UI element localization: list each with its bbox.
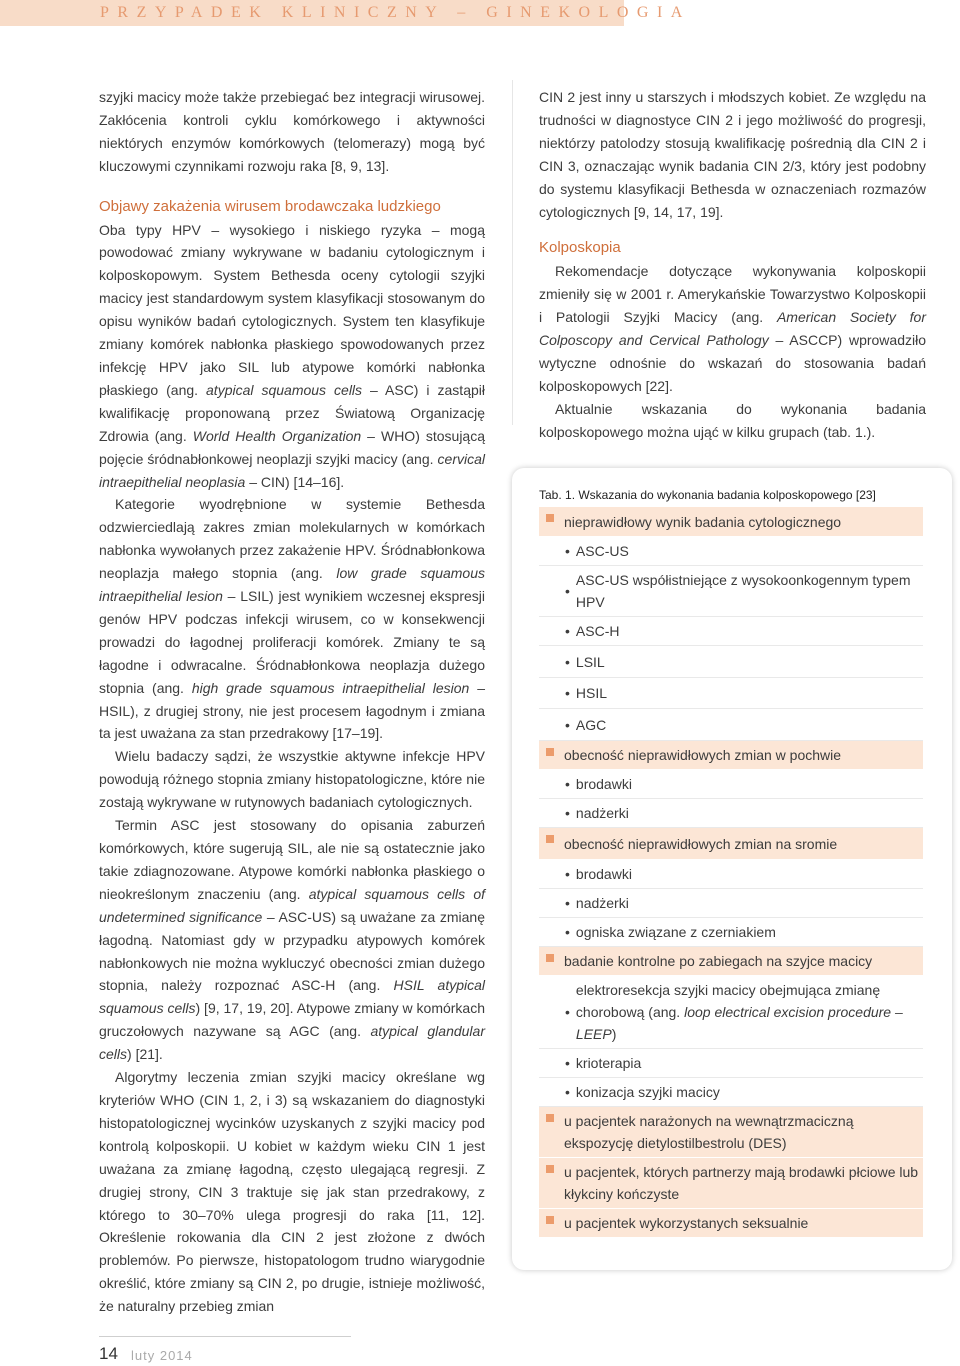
table-row-text: nadżerki bbox=[575, 805, 629, 821]
table-item-row bbox=[539, 889, 923, 918]
section-heading-hpv-symptoms: Objawy zakażenia wirusem brodawczaka ludzkiego bbox=[99, 197, 441, 215]
page-number: 14 bbox=[99, 1344, 118, 1363]
left-paragraph-1: szyjki macicy może także przebiegać bez integracji wirusowej. Zakłócenia kontroli cyklu komórkowego i aktywności niektórych enzymów komórkowych (telomerazy) mogą być kluczowymi czynnikami rozwoju raka [8, 9, 13]. bbox=[99, 89, 485, 174]
table-row-text: ASC-H bbox=[575, 623, 620, 639]
table-row-text: ogniska związane z czerniakiem bbox=[575, 924, 776, 940]
table-category-row bbox=[539, 1209, 923, 1238]
square-bullet-icon bbox=[546, 954, 554, 962]
bullet-dot-icon: • bbox=[565, 895, 570, 911]
table-row-text: u pacjentek wykorzystanych seksualnie bbox=[564, 1215, 809, 1231]
section-header-title: PRZYPADEK KLINICZNY – GINEKOLOGIA bbox=[100, 4, 691, 21]
table-row-text: brodawki bbox=[575, 776, 632, 792]
section-heading-colposcopy: Kolposkopia bbox=[539, 239, 621, 257]
bullet-dot-icon: • bbox=[565, 776, 570, 792]
table-item-row bbox=[539, 976, 923, 1049]
table-item-row bbox=[539, 617, 923, 646]
square-bullet-icon bbox=[546, 748, 554, 756]
bullet-dot-icon: • bbox=[565, 653, 570, 670]
bullet-dot-icon: • bbox=[565, 1004, 570, 1020]
footer-rule bbox=[99, 1336, 351, 1337]
column-divider bbox=[512, 80, 513, 425]
indications-table bbox=[539, 507, 923, 1238]
table-row-text: ASC-US współistniejące z wysokoonkogennym typem HPV bbox=[575, 572, 911, 610]
table-row-text: brodawki bbox=[575, 866, 632, 882]
table-item-row bbox=[539, 1078, 923, 1107]
table-item-row bbox=[539, 1049, 923, 1078]
left-paragraph-5: Termin ASC jest stosowany do opisania zaburzeń komórkowych, które sugerują SIL, ale nie są ostatecznie jako takie zdiagnozowane. Atypowe komórki nabłonka płaskiego o nieokreślonym znaczeniu (ang. atypical squamous cells of undetermined significance – ASC-US) są uważane za zmianę łagodną. Natomiast gdy w przypadku atypowych komórek nabłonkowych nie można wykluczyć obecności zmian dużego stopnia, należy rozpoznać ASC-H (ang. HSIL atypical squamous cells) [9, 17, 19, 20]. Atypowe zmiany w komórkach gruczołowych nazywane są AGC (ang. atypical glandular cells) [21]. bbox=[99, 817, 486, 1063]
table-item-row bbox=[539, 860, 923, 889]
table-item-row bbox=[539, 709, 923, 741]
bullet-dot-icon: • bbox=[565, 1084, 570, 1100]
left-paragraph-2: Oba typy HPV – wysokiego i niskiego ryzyka – mogą powodować zmiany wykrywane w badaniu cytologicznym i kolposkopowym. System Bethesda oceny cytologii szyjki macicy jest standardowym system klasyfikacji stosowanym do opisu wyników badań cytologicznych. System ten klasyfikuje zmiany komórek nabłonka płaskiego spowodowanych przez infekcję HPV jako SIL lub atypowe komórki nabłonka płaskiego (ang. atypical squamous cells – ASC) i zastąpił kwalifikację proponowaną przez Światową Organizację Zdrowia (ang. World Health Organization – WHO) stosującą pojęcie śródnabłonkowej neoplazji szyjki macicy (ang. cervical intraepithelial neoplasia – CIN) [14–16]. bbox=[99, 221, 486, 490]
table-row-text: LSIL bbox=[575, 653, 605, 670]
table-category-row bbox=[539, 1107, 923, 1158]
square-bullet-icon bbox=[546, 1216, 554, 1224]
table-row-text: AGC bbox=[575, 716, 607, 733]
table-row-text: ASC-US bbox=[575, 543, 629, 559]
table-row-text: u pacjentek narażonych na wewnątrzmaciczną ekspozycję dietylostilbestrolu (DES) bbox=[564, 1113, 854, 1151]
table-item-row bbox=[539, 799, 923, 828]
bullet-dot-icon: • bbox=[565, 685, 570, 701]
table-row-text: obecność nieprawidłowych zmian w pochwie bbox=[564, 747, 842, 763]
left-paragraph-6: Algorytmy leczenia zmian szyjki macicy określane wg kryteriów WHO (CIN 1, 2, i 3) są wskazaniem do diagnostyki histopatologicznej wycinków uzyskanych z szyjki macicy pod kontrolą kolposkopii. U kobiet w każdym wieku CIN 1 jest uważana za zmianę łagodną, często ulegającą regresji. Z drugiej strony, CIN 3 traktuje się jak stan przedrakowy, z którego to 30–70% ulega progresji do raka [11, 12]. Określenie rokowania dla CIN 2 jest złożone z dwóch problemów. Po pierwsze, histopatologom trudno wiarygodnie określić, które zmiany są CIN 2, po drugie, istnieje możliwość, że naturalny przebieg zmian bbox=[99, 1069, 485, 1315]
square-bullet-icon bbox=[546, 1165, 554, 1173]
right-column bbox=[539, 86, 926, 444]
bullet-dot-icon: • bbox=[565, 583, 570, 599]
table-item-row bbox=[539, 646, 923, 678]
table-item-row bbox=[539, 566, 923, 617]
table-item-row bbox=[539, 537, 923, 566]
bullet-dot-icon: • bbox=[565, 543, 570, 559]
table-title: Tab. 1. Wskazania do wykonania badania kolposkopowego [23] bbox=[539, 488, 876, 502]
table-row-text: obecność nieprawidłowych zmian na sromie bbox=[564, 835, 838, 852]
right-paragraph-2: Rekomendacje dotyczące wykonywania kolposkopii zmieniły się w 2001 r. Amerykańskie Towarzystwo Kolposkopii i Patologii Szyjki Macicy (ang. American Society for Colposcopy and Cervical Pathology – ASCCP) wprowadziło wytyczne odnośnie do wskazań do stosowania badań kolposkopowych [22]. bbox=[539, 263, 926, 394]
right-paragraph-3: Aktualnie wskazania do wykonania badania kolposkopowego można ująć w kilku grupach (tab. 1.). bbox=[539, 400, 926, 440]
bullet-dot-icon: • bbox=[565, 623, 570, 639]
table-row-text: badanie kontrolne po zabiegach na szyjce macicy bbox=[564, 953, 873, 969]
left-paragraph-3: Kategorie wyodrębnione w systemie Bethesda odzwierciedlają zakres zmian molekularnych w komórkach nabłonka wywołanych przez zakażenie HPV. Śródnabłonkowa neoplazja małego stopnia (ang. low grade squamous intraepithelial lesion – LSIL) jest wynikiem wczesnej ekspresji genów HPV podczas infekcji wirusem, co w konsekwencji prowadzi do łagodnej proliferacji komórek. Zmiany te są łagodne i odwracalne. Śródnabłonkowa neoplazja dużego stopnia (ang. high grade squamous intraepithelial lesion – HSIL), z drugiej strony, nie jest procesem łagodnym i zmiana ta jest uważana za stan przedrakowy [17–19]. bbox=[99, 496, 486, 742]
bullet-dot-icon: • bbox=[565, 805, 570, 821]
issue-date: luty 2014 bbox=[131, 1348, 193, 1363]
table-category-row bbox=[539, 1158, 923, 1209]
left-column bbox=[99, 86, 485, 1318]
table-item-row bbox=[539, 918, 923, 947]
bullet-dot-icon: • bbox=[565, 1055, 570, 1071]
left-paragraph-4: Wielu badaczy sądzi, że wszystkie aktywne infekcje HPV powodują różnego stopnia zmiany histopatologiczne, które nie zostają wykrywane w rutynowych badaniach cytologicznych. bbox=[99, 748, 485, 811]
square-bullet-icon bbox=[546, 1114, 554, 1122]
table-row-text: krioterapia bbox=[575, 1055, 642, 1071]
table-category-row bbox=[539, 828, 923, 860]
table-item-row bbox=[539, 770, 923, 799]
bullet-dot-icon: • bbox=[565, 866, 570, 882]
table-category-row bbox=[539, 507, 923, 537]
bullet-dot-icon: • bbox=[565, 924, 570, 940]
table-row-text: HSIL bbox=[575, 685, 608, 701]
square-bullet-icon bbox=[546, 835, 554, 843]
table-row-text: konizacja szyjki macicy bbox=[575, 1084, 720, 1100]
table-row-text: elektroresekcja szyjki macicy obejmująca zmianę chorobową (ang. loop electrical excision procedure – LEEP) bbox=[575, 982, 903, 1042]
table-row-text: u pacjentek, których partnerzy mają brodawki płciowe lub kłykciny kończyste bbox=[564, 1164, 919, 1202]
table-category-row bbox=[539, 947, 923, 976]
table-row-text: nadżerki bbox=[575, 895, 629, 911]
table-category-row bbox=[539, 741, 923, 770]
right-paragraph-1: CIN 2 jest inny u starszych i młodszych kobiet. Ze względu na trudności w diagnostyce CIN 2 i jego możliwość do progresji, niektórzy patolodzy stosują kwalifikację pośrednią dla CIN 2 i CIN 3, oznaczając wynik badania CIN 2/3, który jest podobny do systemu klasyfikacji Bethesda w oznaczeniach rozmazów cytologicznych [9, 14, 17, 19]. bbox=[539, 89, 926, 220]
bullet-dot-icon: • bbox=[565, 716, 570, 733]
table-item-row bbox=[539, 678, 923, 709]
square-bullet-icon bbox=[546, 514, 554, 522]
table-row-text: nieprawidłowy wynik badania cytologicznego bbox=[564, 513, 842, 530]
